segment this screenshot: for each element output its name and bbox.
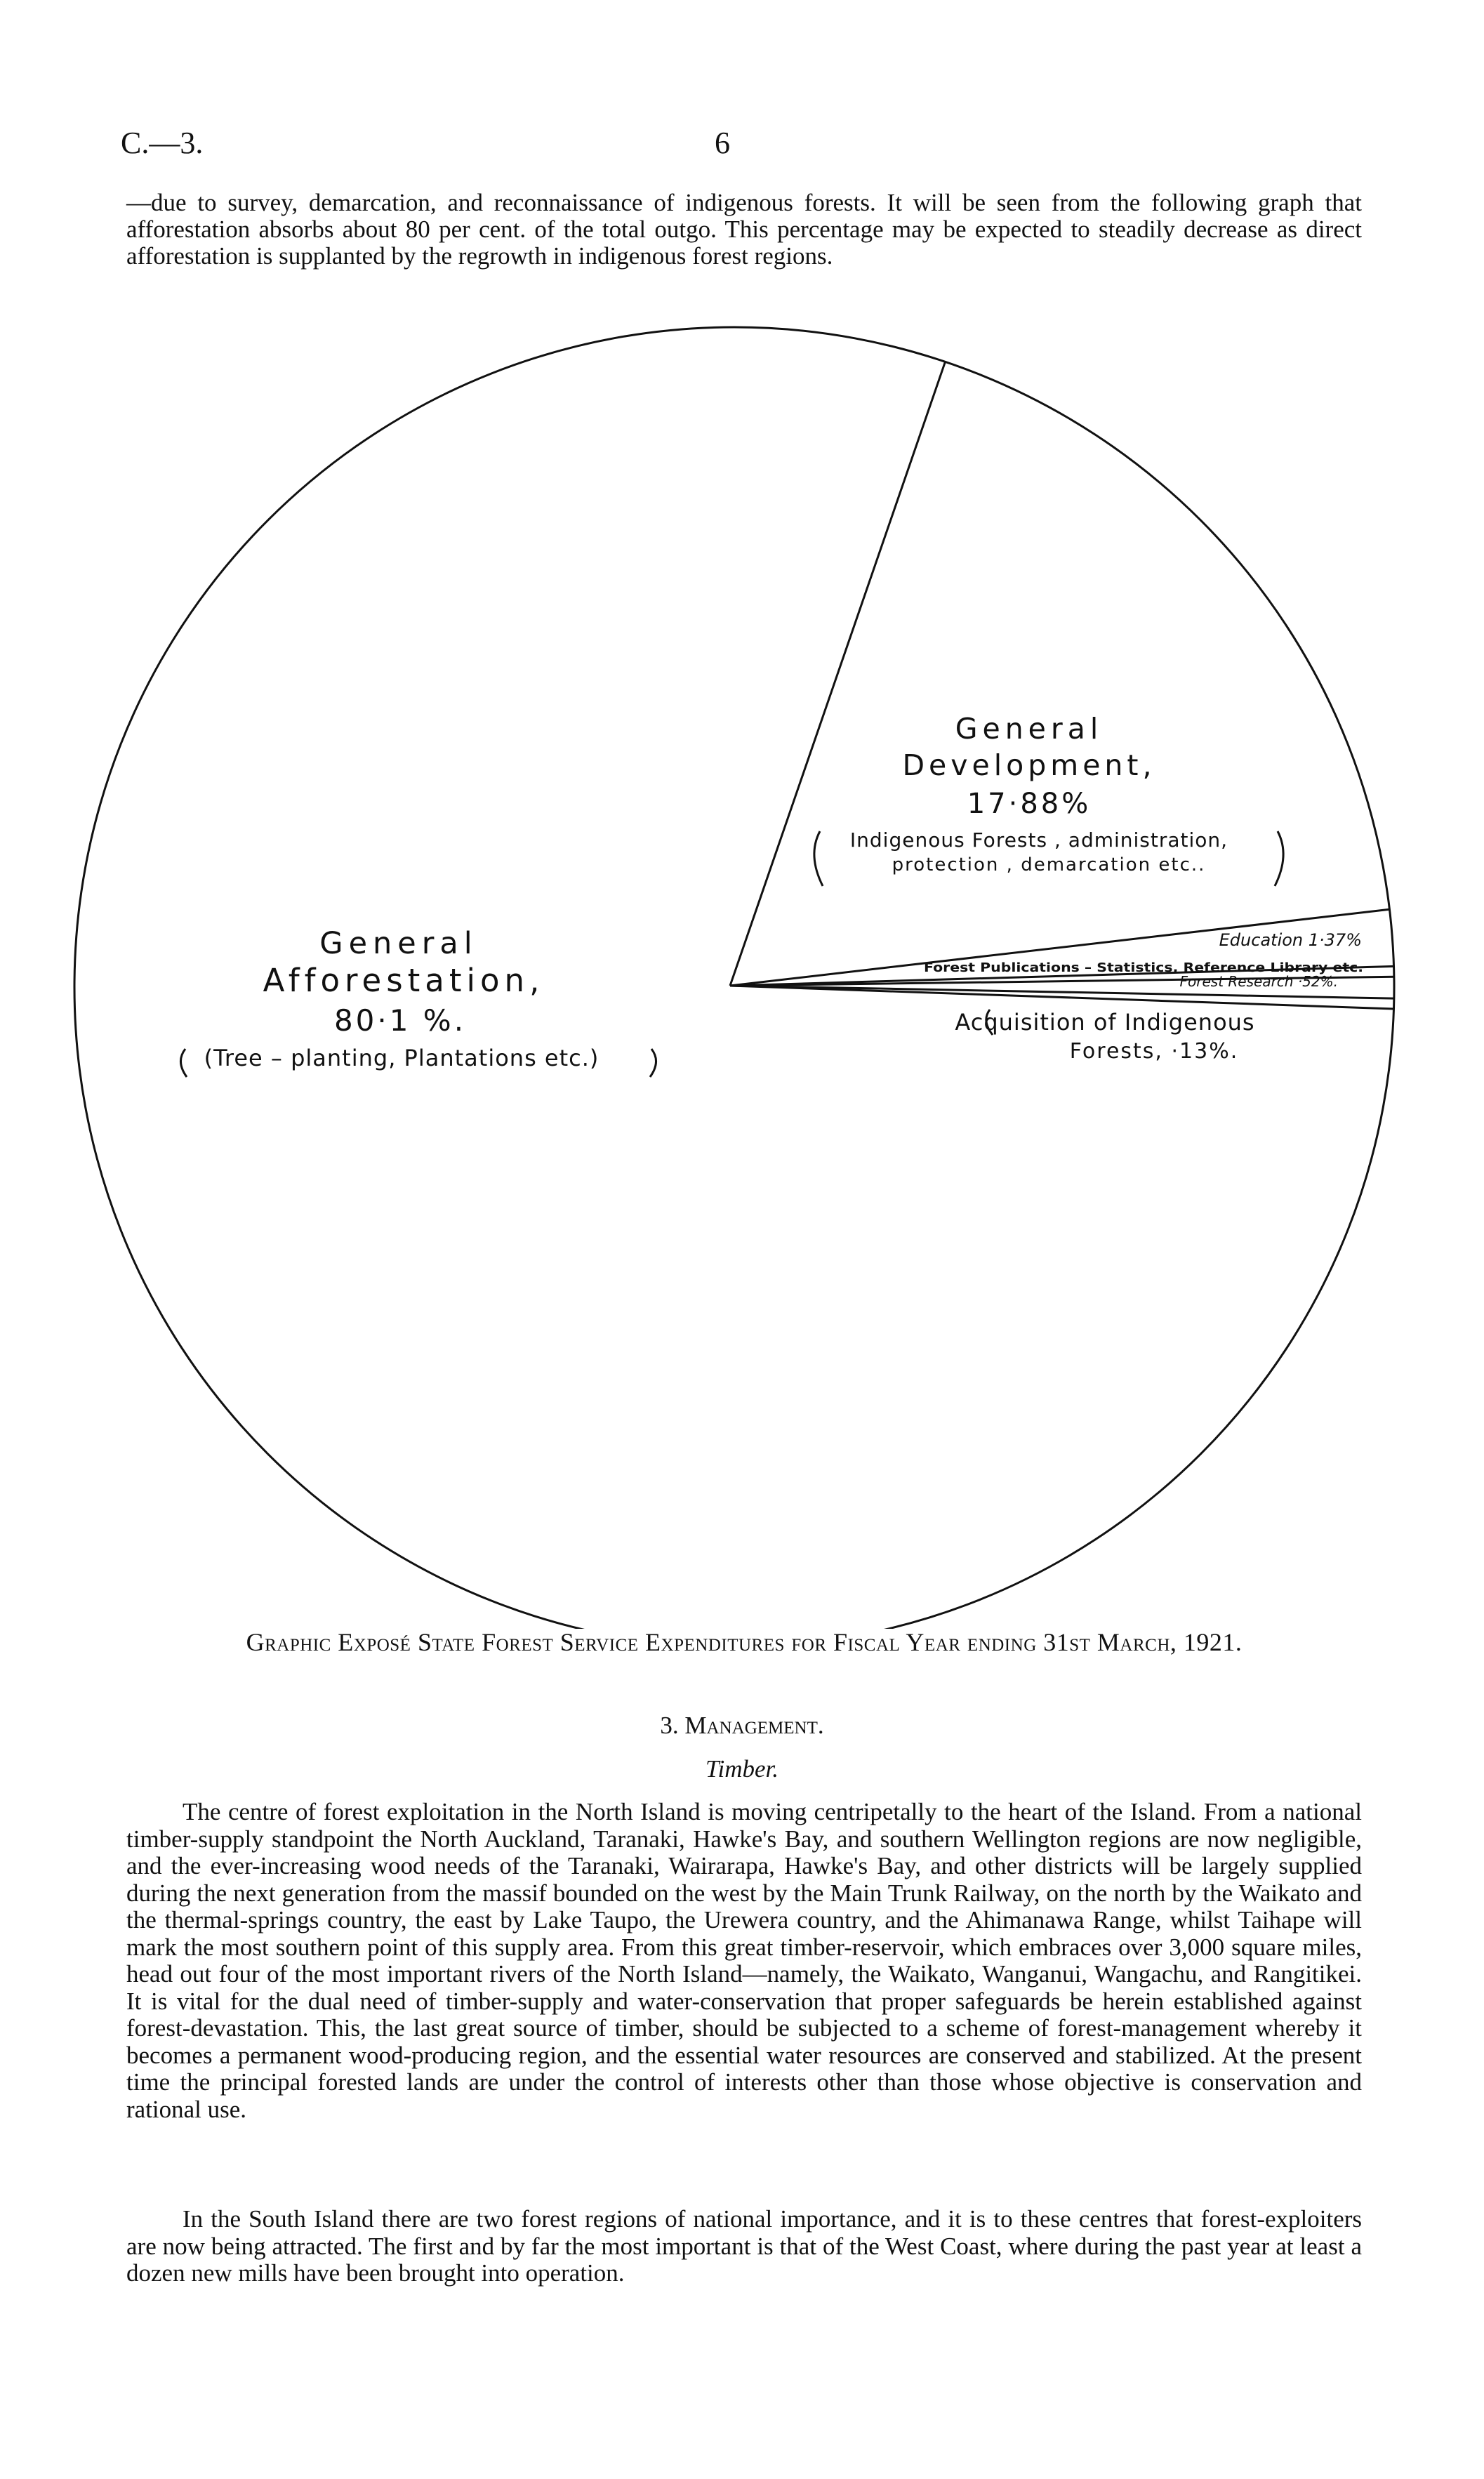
development-label-line1: General bbox=[955, 712, 1104, 746]
acquisition-label-line2: Forests, ·13%. bbox=[1069, 1039, 1239, 1064]
afforestation-label-line2: Afforestation, bbox=[263, 962, 545, 999]
development-note-line1: Indigenous Forests , administration, bbox=[849, 828, 1228, 852]
acquisition-label-line1: Acquisition of Indigenous bbox=[955, 1009, 1255, 1036]
body-paragraph-2: In the South Island there are two forest regions of national importance, and it is to these centres that forest-exploiters are now being attracted. The first and by far the most important is that of the West Coast, where during the past year at least a dozen new mills have been brought into operation. bbox=[126, 2205, 1362, 2287]
slice-boundary-5 bbox=[730, 362, 945, 986]
intro-paragraph: —due to survey, demarcation, and reconnaissance of indigenous forests. It will be seen from the following graph that afforestation absorbs about 80 per cent. of the total outgo. This percentage may be expected to steadily decrease as direct afforestation is supplanted by the regrowth in indigenous forest regions. bbox=[126, 189, 1362, 270]
page-number: 6 bbox=[715, 126, 730, 160]
afforestation-note-open-bracket bbox=[180, 1049, 187, 1077]
section-heading: 3. Management. bbox=[660, 1712, 824, 1739]
afforestation-label-line1: General bbox=[319, 926, 478, 961]
education-label: Education 1·37% bbox=[1219, 930, 1362, 950]
development-note-open-bracket bbox=[814, 831, 823, 886]
research-label: Forest Research ·52%. bbox=[1179, 973, 1338, 990]
sub-heading: Timber. bbox=[705, 1755, 779, 1783]
development-label-value: 17·88% bbox=[967, 788, 1092, 820]
development-note-line2: protection , demarcation etc.. bbox=[892, 854, 1206, 875]
publications-label: Forest Publications – Statistics, Reference Library etc. bbox=[924, 960, 1363, 975]
development-label-line2: Development, bbox=[902, 748, 1156, 782]
afforestation-note: (Tree – planting, Plantations etc.) bbox=[204, 1045, 599, 1071]
document-reference: C.—3. bbox=[121, 126, 204, 160]
chart-caption: Graphic Exposé State Forest Service Expenditures for Fiscal Year ending 31st March, 1921. bbox=[246, 1628, 1243, 1656]
development-note-close-bracket bbox=[1275, 831, 1283, 886]
afforestation-note-close-bracket bbox=[650, 1049, 656, 1077]
body-paragraph-1: The centre of forest exploitation in the North Island is moving centripetally to the heart of the Island. From a national timber-supply standpoint the North Auckland, Taranaki, Hawke's Bay, and southern Wellington regions are now negligible, and the ever-increasing wood needs of the Taranaki, Wairarapa, Hawke's Bay, and other districts will be largely supplied during the next generation from the massif bounded on the west by the Main Trunk Railway, on the north by the Waikato and the thermal-springs country, the east by Lake Taupo, the Urewera country, and the Ahimanawa Range, whilst Taihape will mark the most southern point of this supply area. From this great timber-reservoir, which embraces over 3,000 square miles, head out four of the most important rivers of the North Island—namely, the Waikato, Wanganui, Wangachu, and Rangitikei. It is vital for the dual need of timber-supply and water-conservation that proper safeguards be herein established against forest-devastation. This, the last great source of timber, should be subjected to a scheme of forest-management whereby it becomes a permanent wood-producing region, and the essential water resources are conserved and stabilized. At the present time the principal forested lands are under the control of interests other than those whose objective is conservation and rational use. bbox=[126, 1798, 1362, 2123]
afforestation-label-value: 80·1 %. bbox=[333, 1003, 467, 1038]
